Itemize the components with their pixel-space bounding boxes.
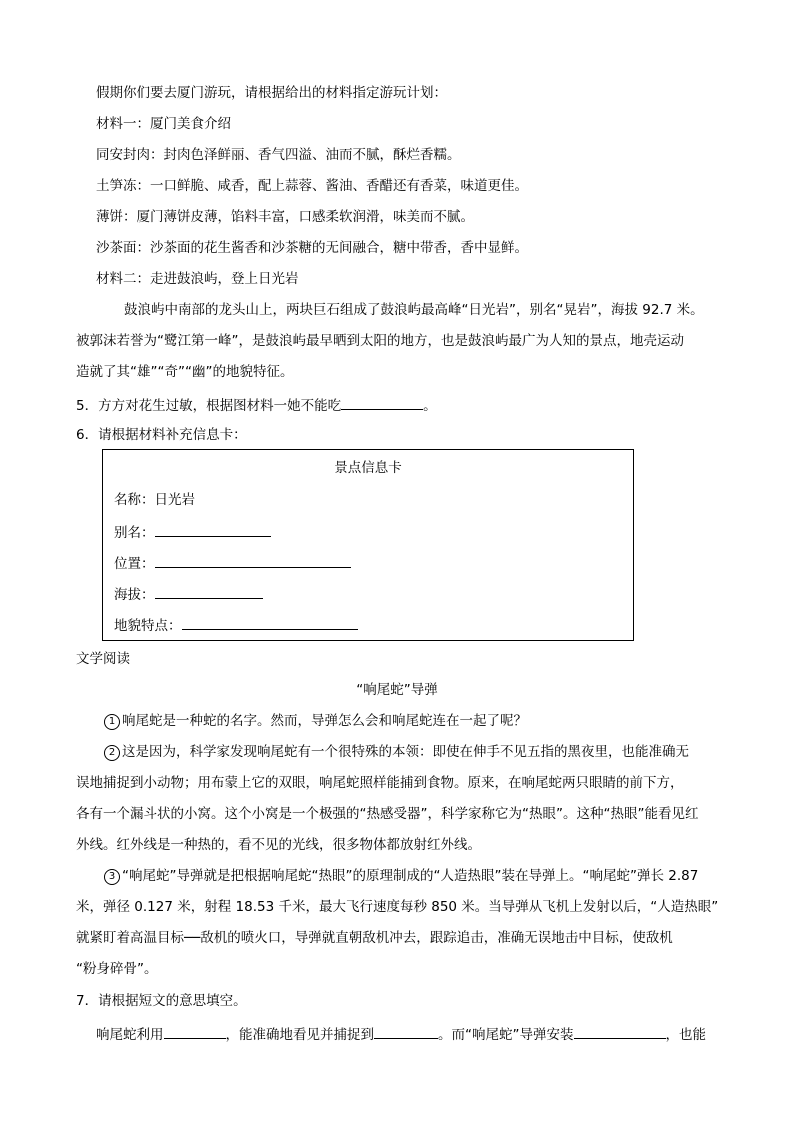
paragraph-line: 各有一个漏斗状的小窝。这个小窝是一个极强的“热感受器”，科学家称它为“热眼”。这种“热眼”能看见红 [76, 806, 699, 822]
article-paragraph-3 [104, 867, 698, 885]
location-label: 位置： [114, 556, 155, 572]
food-item: 沙茶面：沙茶面的花生酱香和沙茶糖的无间融合，糖中带香，香中显鲜。 [96, 240, 528, 256]
food-item: 同安封肉：封肉色泽鲜丽、香气四溢、油而不腻，酥烂香糯。 [96, 147, 461, 163]
answer-blank[interactable] [574, 1024, 666, 1039]
info-card-altitude [114, 584, 263, 604]
fill-text: 。而“响尾蛇”导弹安装 [438, 1027, 574, 1043]
paragraph-line: 就紧盯着高温目标──敌机的喷火口，导弹就直朝敌机冲去，跟踪追击，准确无误地击中目标，使敌机 [76, 930, 673, 946]
info-card-name: 名称：日光岩 [114, 492, 195, 508]
question-7: 7．请根据短文的意思填空。 [76, 993, 247, 1009]
material1-title: 材料一：厦门美食介绍 [96, 116, 231, 132]
material2-paragraph-line: 造就了其“雄”“奇”“幽”的地貌特征。 [76, 364, 294, 380]
intro-text: 假期你们要去厦门游玩，请根据给出的材料指定游玩计划： [96, 85, 447, 101]
info-card-feature [114, 615, 358, 635]
info-card-location [114, 553, 351, 573]
alias-blank[interactable] [155, 522, 271, 537]
answer-blank[interactable] [341, 395, 423, 410]
altitude-blank[interactable] [155, 584, 263, 599]
altitude-label: 海拔： [114, 587, 155, 603]
section-label: 文学阅读 [76, 651, 130, 667]
paragraph-line: 外线。红外线是一种热的，看不见的光线，很多物体都放射红外线。 [76, 837, 481, 853]
paragraph-marker: 2 [104, 745, 120, 761]
feature-label: 地貌特点： [114, 618, 182, 634]
paragraph-text: 这是因为，科学家发现响尾蛇有一个很特殊的本领：即使在伸手不见五指的黑夜里，也能准确无 [122, 744, 689, 760]
question-6: 6．请根据材料补充信息卡： [76, 427, 247, 443]
material2-title: 材料二：走进鼓浪屿，登上日光岩 [96, 271, 299, 287]
answer-blank[interactable] [164, 1024, 226, 1039]
article-paragraph-2 [104, 743, 689, 761]
paragraph-marker: 3 [104, 869, 120, 885]
food-item: 土笋冻：一口鲜脆、咸香，配上蒜蓉、酱油、香醋还有香菜，味道更佳。 [96, 178, 528, 194]
paragraph-text: 响尾蛇是一种蛇的名字。然而，导弹怎么会和响尾蛇连在一起了呢？ [122, 713, 527, 729]
material2-paragraph-line: 鼓浪屿中南部的龙头山上，两块巨石组成了鼓浪屿最高峰“日光岩”，别名“晃岩”，海拔 92.7 米。 [124, 302, 704, 318]
info-card-alias [114, 522, 271, 542]
question-7-fill [96, 1024, 706, 1044]
question-5 [76, 395, 437, 415]
info-card [102, 449, 634, 641]
fill-text: ，能准确地看见并捕捉到 [225, 1027, 374, 1043]
answer-blank[interactable] [374, 1024, 438, 1039]
alias-label: 别名： [114, 525, 155, 541]
question-5-end: 。 [423, 398, 437, 414]
paragraph-line: 误地捕捉到小动物；用布蒙上它的双眼，响尾蛇照样能捕到食物。原来，在响尾蛇两只眼睛的前下方， [76, 775, 684, 791]
article-title: “响尾蛇”导弹 [356, 682, 438, 698]
paragraph-text: “响尾蛇”导弹就是把根据响尾蛇“热眼”的原理制成的“人造热眼”装在导弹上。“响尾蛇”弹长 2.87 [122, 868, 699, 884]
food-item: 薄饼：厦门薄饼皮薄，馅料丰富，口感柔软润滑，味美而不腻。 [96, 209, 474, 225]
paragraph-line: “粉身碎骨”。 [76, 961, 158, 977]
paragraph-line: 米，弹径 0.127 米，射程 18.53 千米，最大飞行速度每秒 850 米。当导弹从飞机上发射以后，“人造热眼” [76, 899, 719, 915]
location-blank[interactable] [155, 553, 351, 568]
material2-paragraph-line: 被郭沫若誉为“鹭江第一峰”，是鼓浪屿最早晒到太阳的地方，也是鼓浪屿最广为人知的景点，地壳运动 [76, 333, 684, 349]
fill-text: 响尾蛇利用 [96, 1027, 164, 1043]
info-card-title: 景点信息卡 [334, 460, 402, 476]
article-paragraph-1 [104, 712, 527, 730]
fill-text: ，也能 [665, 1027, 706, 1043]
paragraph-marker: 1 [104, 714, 120, 730]
feature-blank[interactable] [182, 615, 358, 630]
question-5-text: 5．方方对花生过敏，根据图材料一她不能吃 [76, 398, 342, 414]
